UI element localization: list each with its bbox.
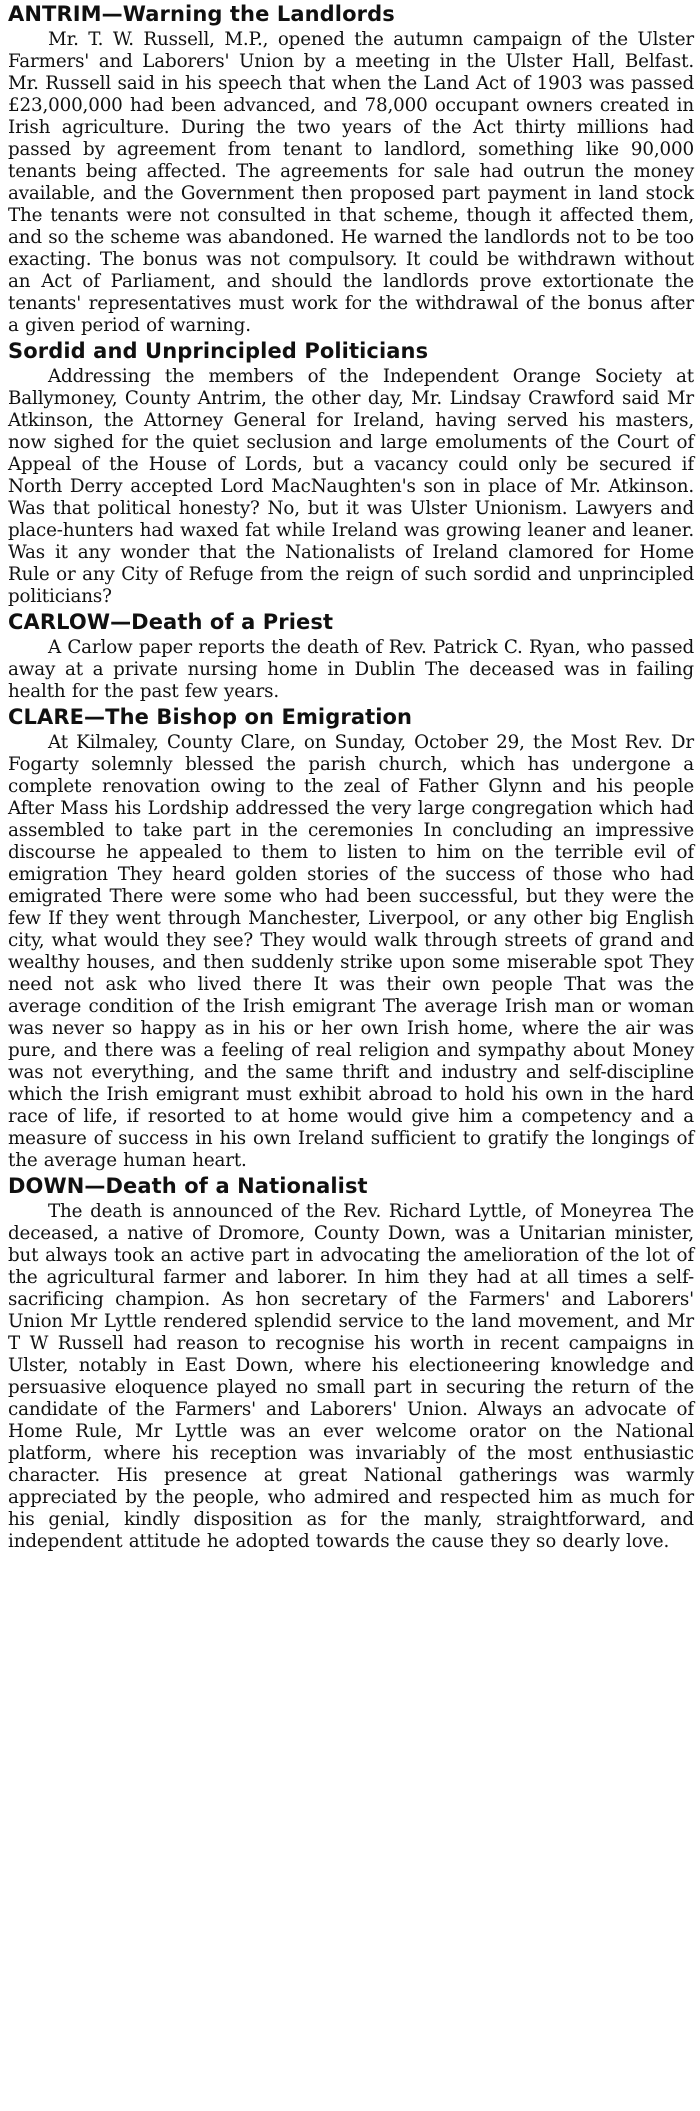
article-down <box>8 1174 694 1553</box>
newspaper-column <box>0 2 700 2111</box>
article-body: Mr. T. W. Russell, M.P., opened the autumn campaign of the Ulster Farmers' and Laborers' Union by a meeting in the Ulster Hall, Belfast. Mr. Russell said in his speech that when the Land Act of 1903 was passed £23,000,000 had been advanced, and 78,000 occupant owners created in Irish agriculture. During the two years of the Act thirty millions had passed by agreement from tenant to landlord, something like 90,000 tenants being affected. The agreements for sale had outrun the money available, and the Government then proposed part payment in land stock The tenants were not consulted in that scheme, though it affected them, and so the scheme was abandoned. He warned the landlords not to be too exacting. The bonus was not compulsory. It could be withdrawn without an Act of Parliament, and should the landlords prove extortionate the tenants' representatives must work for the withdrawal of the bonus after a given period of warning. <box>8 29 694 336</box>
article-headline: DOWN—Death of a Nationalist <box>8 1174 368 1198</box>
article-body: The death is announced of the Rev. Richard Lyttle, of Moneyrea The deceased, a native of Dromore, County Down, was a Unitarian minister, but always took an active part in advocating the amelioration of the lot of the agricultural farmer and laborer. In him they had at all times a self-sacrificing champion. As hon secretary of the Farmers' and Laborers' Union Mr Lyttle rendered splendid service to the land movement, and Mr T W Russell had reason to recognise his worth in recent campaigns in Ulster, notably in East Down, where his electioneering knowledge and persuasive eloquence played no small part in securing the return of the candidate of the Farmers' and Laborers' Union. Always an advocate of Home Rule, Mr Lyttle was an ever welcome orator on the National platform, where his reception was invariably of the most enthusiastic character. His presence at great National gatherings was warmly appreciated by the people, who admired and respected him as much for his genial, kindly disposition as for the manly, straightforward, and independent attitude he adopted towards the cause they so dearly love. <box>8 1201 694 1552</box>
article-headline: CARLOW—Death of a Priest <box>8 610 334 634</box>
article-carlow <box>8 610 694 703</box>
article-body: At Kilmaley, County Clare, on Sunday, October 29, the Most Rev. Dr Fogarty solemnly blessed the parish church, which has undergone a complete renovation owing to the zeal of Father Glynn and his people After Mass his Lordship addressed the very large congregation which had assembled to take part in the ceremonies In concluding an impressive discourse he appealed to them to listen to him on the terrible evil of emigration They heard golden stories of the success of those who had emigrated There were some who had been successful, but they were the few If they went through Manchester, Liverpool, or any other big English city, what would they see? They would walk through streets of grand and wealthy houses, and then suddenly strike upon some miserable spot They need not ask who lived there It was their own people That was the average condition of the Irish emigrant The average Irish man or woman was never so happy as in his or her own Irish home, where the air was pure, and there was a feeling of real religion and sympathy about Money was not everything, and the same thrift and industry and self-discipline which the Irish emigrant must exhibit abroad to hold his own in the hard race of life, if resorted to at home would give him a competency and a measure of success in his own Ireland sufficient to gratify the longings of the average human heart. <box>8 732 694 1171</box>
article-headline: CLARE—The Bishop on Emigration <box>8 705 413 729</box>
article-sordid-politicians <box>8 339 694 608</box>
article-antrim <box>8 2 694 337</box>
article-clare <box>8 705 694 1172</box>
article-body: A Carlow paper reports the death of Rev. Patrick C. Ryan, who passed away at a private nursing home in Dublin The deceased was in failing health for the past few years. <box>8 637 694 702</box>
article-body: Addressing the members of the Independent Orange Society at Ballymoney, County Antrim, the other day, Mr. Lindsay Crawford said Mr Atkinson, the Attorney General for Ireland, having served his masters, now sighed for the quiet seclusion and large emoluments of the Court of Appeal of the House of Lords, but a vacancy could only be secured if North Derry accepted Lord MacNaughten's son in place of Mr. Atkinson. Was that political honesty? No, but it was Ulster Unionism. Lawyers and place-hunters had waxed fat while Ireland was growing leaner and leaner. Was it any wonder that the Nationalists of Ireland clamored for Home Rule or any City of Refuge from the reign of such sordid and unprincipled politicians? <box>8 366 694 607</box>
article-headline: ANTRIM—Warning the Landlords <box>8 2 395 26</box>
article-headline: Sordid and Unprincipled Politicians <box>8 339 429 363</box>
